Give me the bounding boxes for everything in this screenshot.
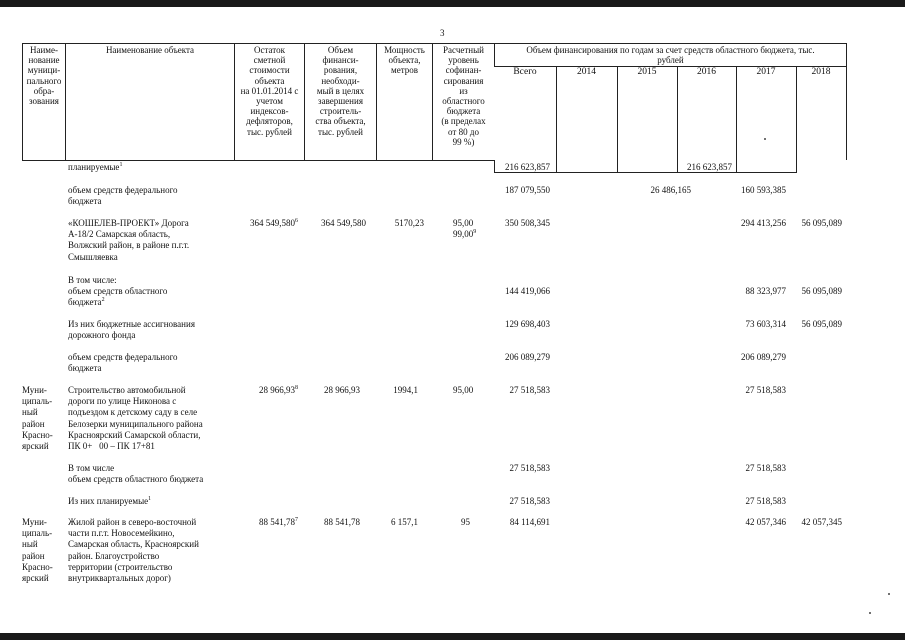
row-krasnoyarsk-municipality-2: Муни- ципаль- ный район Красно- ярский	[22, 517, 53, 584]
row-novosemeykino-total: 84 114,691	[509, 517, 550, 527]
row-koshelev-2018: 56 095,089	[801, 218, 842, 228]
row-nikonova-total: 27 518,583	[509, 385, 550, 395]
row-nikonova-remaining	[234, 385, 298, 396]
grid-line	[846, 66, 847, 160]
row-road-fund-label: Из них бюджетные ассигнования дорожного фонда	[68, 319, 195, 341]
row-regional-text: В том числе: объем средств областного бюджета	[68, 275, 168, 308]
row-nikonova-2017: 27 518,583	[745, 385, 786, 395]
header-remaining-cost: Остаток сметной стоимости объекта на 01.01.2014 с учетом индексов- дефляторов, тыс. рублей	[234, 43, 304, 160]
row-novosemeykino-2017: 42 057,346	[745, 517, 786, 527]
header-municipality: Наиме- нование муници- пального обра- зования	[22, 43, 65, 160]
row-regional-total: 144 419,066	[505, 286, 550, 296]
row-nikonova-label: Строительство автомобильной дороги по улице Никонова с подъездом к детскому саду в селе Белозерки муниципального района Красноярский Самарской области, ПК 0+ 00 – ПК 17+81	[68, 385, 203, 452]
row-nikonova-cofinancing: 95,00	[453, 385, 474, 395]
row-federal-total: 187 079,550	[505, 185, 550, 195]
row-koshelev-remaining-value: 364 549,580	[250, 218, 295, 228]
row-planned-text: планируемые	[68, 162, 120, 172]
row-planned-label	[68, 162, 122, 173]
grid-line	[736, 66, 737, 172]
row-koshelev-cofinancing-2-value: 99,00	[453, 229, 474, 239]
header-2017: 2017	[756, 67, 776, 77]
row-nikonova-planned-total: 27 518,583	[509, 496, 550, 506]
row-planned-total: 216 623,857	[505, 162, 550, 172]
footnote-mark: 1	[148, 496, 152, 502]
row-nikonova-capacity: 1994,1	[393, 385, 418, 395]
top-scan-border	[0, 0, 905, 7]
row-koshelev-label: «КОШЕЛЕВ-ПРОЕКТ» Дорога А-18/2 Самарская область, Волжский район, в районе п.г.т. Смышляевка	[68, 218, 190, 262]
row-novosemeykino-capacity: 6 157,1	[391, 517, 418, 527]
row-koshelev-capacity: 5170,23	[394, 218, 424, 228]
row-road-fund-2017: 73 603,314	[745, 319, 786, 329]
header-required-volume: Объем финанси- рования, необходи- мый в целях завершения строитель- ства объекта, тыс. рублей	[304, 43, 376, 160]
page-number: 3	[440, 28, 445, 38]
row-koshelev-remaining	[234, 218, 298, 229]
row-nikonova-planned-label	[68, 496, 151, 507]
row-federal2-label: объем средств федерального бюджета	[68, 352, 178, 374]
header-2015: 2015	[637, 67, 657, 77]
header-capacity: Мощность объекта, метров	[376, 43, 432, 160]
row-road-fund-2018: 56 095,089	[801, 319, 842, 329]
scan-speck	[888, 593, 890, 595]
header-funding-by-year: Объем финансирования по годам за счет средств областного бюджета, тыс. рублей	[494, 43, 847, 67]
header-total: Всего	[513, 67, 537, 77]
row-nikonova-required: 28 966,93	[324, 385, 360, 395]
row-nikonova-planned-text: Из них планируемые	[68, 496, 149, 506]
grid-line	[556, 66, 557, 172]
row-federal2-total: 206 089,279	[505, 352, 550, 362]
grid-line	[617, 66, 618, 172]
row-koshelev-required: 364 549,580	[321, 218, 366, 228]
row-nikonova-remaining-value: 28 966,93	[259, 385, 295, 395]
header-bottom-line	[22, 160, 494, 161]
row-koshelev-cofinancing-2	[453, 229, 476, 240]
row-novosemeykino-label: Жилой район в северо-восточной части п.г.т. Новосемейкино, Самарская область, Красноярский район. Благоустройство территории (строительство внутриквартальных дорог)	[68, 517, 199, 584]
header-2016: 2016	[697, 67, 716, 77]
footnote-mark: 2	[101, 297, 105, 304]
row-krasnoyarsk-municipality: Муни- ципаль- ный район Красно- ярский	[22, 385, 53, 452]
row-nikonova-regional-2017: 27 518,583	[745, 463, 786, 473]
row-regional-label	[68, 275, 167, 309]
footnote-mark: 1	[119, 162, 123, 168]
header-cofinancing-level: Расчетный уровень софинан- сирования из областного бюджета (в пределах от 80 до 99 %)	[432, 43, 494, 160]
row-nikonova-regional-total: 27 518,583	[509, 463, 550, 473]
scan-speck	[869, 612, 871, 614]
bottom-scan-border	[0, 633, 905, 640]
row-federal-2017: 160 593,385	[741, 185, 786, 195]
row-novosemeykino-cofinancing: 95	[461, 517, 470, 527]
row-koshelev-cofinancing: 95,00	[453, 218, 474, 228]
row-novosemeykino-required: 88 541,78	[324, 517, 360, 527]
row-nikonova-planned-2017: 27 518,583	[745, 496, 786, 506]
row-planned-2016: 216 623,857	[687, 162, 732, 172]
footnote-mark: 7	[295, 517, 298, 523]
row-federal-label: объем средств федерального бюджета	[68, 185, 178, 207]
row-federal2-2017: 206 089,279	[741, 352, 786, 362]
header-2014: 2014	[577, 67, 596, 77]
row-nikonova-regional-label: В том числе объем средств областного бюджета	[68, 463, 204, 485]
row-novosemeykino-remaining-value: 88 541,78	[259, 517, 295, 527]
row-road-fund-total: 129 698,403	[505, 319, 550, 329]
header-2018: 2018	[811, 67, 831, 77]
row-regional-2017: 88 323,977	[745, 286, 786, 296]
row-koshelev-total: 350 508,345	[505, 218, 550, 228]
row-federal-2015: 26 486,165	[650, 185, 691, 195]
row-regional-2018: 56 095,089	[801, 286, 842, 296]
footnote-mark: 6	[295, 218, 298, 224]
scan-speck	[764, 138, 766, 140]
row-koshelev-2017: 294 413,256	[741, 218, 786, 228]
footnote-mark: 9	[473, 229, 477, 235]
grid-line	[677, 66, 678, 172]
row-novosemeykino-remaining	[234, 517, 298, 528]
header-object: Наименование объекта	[65, 43, 234, 160]
footnote-mark: 8	[295, 385, 298, 391]
row-novosemeykino-2018: 42 057,345	[801, 517, 842, 527]
grid-line	[796, 66, 797, 172]
